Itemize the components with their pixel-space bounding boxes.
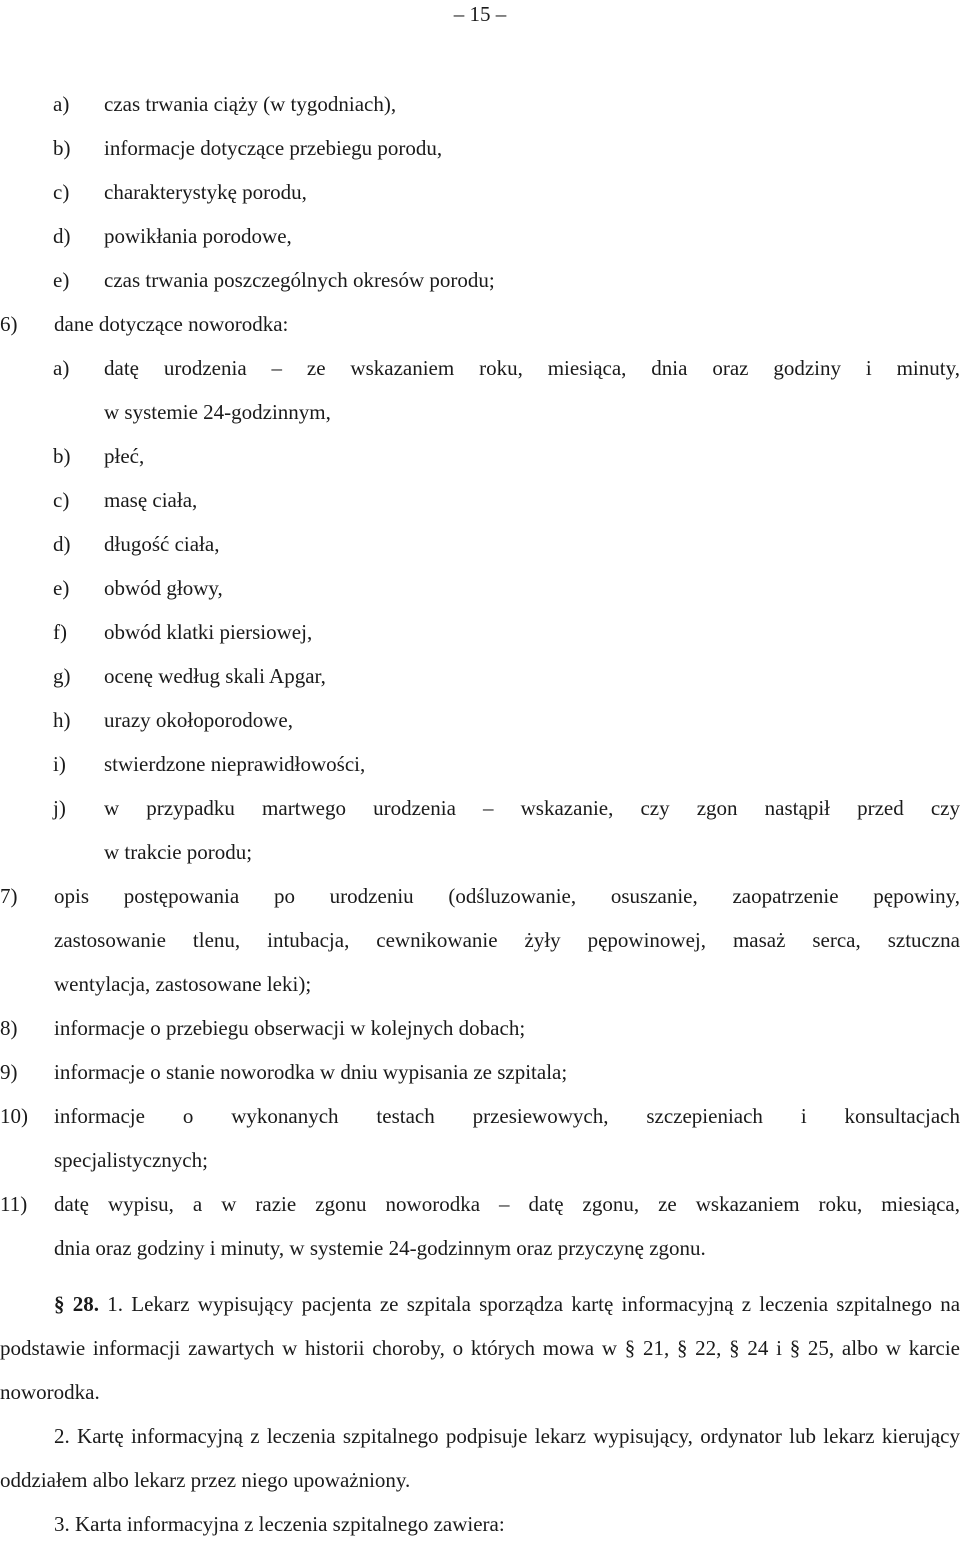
numbered-item (0, 874, 960, 1006)
list-item-text: w przypadku martwego urodzenia ‒ wskazanie, czy zgon nastąpił przed czy (104, 796, 960, 820)
numbered-item-label: 6) (0, 312, 18, 336)
numbered-item-label: 7) (0, 884, 18, 908)
list-item (0, 654, 960, 698)
list-item-label: e) (53, 576, 70, 600)
list-item (0, 346, 960, 434)
list-item (0, 126, 960, 170)
list-item-text: w systemie 24-godzinnym, (104, 400, 331, 424)
list-item-text: obwód głowy, (104, 576, 223, 600)
list-item-text: informacje dotyczące przebiegu porodu, (104, 136, 443, 160)
numbered-item-text: wentylacja, zastosowane leki); (54, 972, 312, 996)
numbered-item-text: informacje o przebiegu obserwacji w kolejnych dobach; (54, 1016, 526, 1040)
list-item-label: f) (53, 620, 67, 644)
list-item (0, 82, 960, 126)
list-item-text: charakterystykę porodu, (104, 180, 307, 204)
list-item-text: długość ciała, (104, 532, 220, 556)
list-item (0, 698, 960, 742)
paragraph-28-2: 2. Kartę informacyjną z leczenia szpitalnego podpisuje lekarz wypisujący, ordynator lub lekarz kierujący oddziałem albo lekarz przez niego upoważniony. (0, 1424, 960, 1492)
list-item-text: czas trwania ciąży (w tygodniach), (104, 92, 397, 116)
list-item (0, 434, 960, 478)
document-body (0, 82, 960, 1546)
numbered-item-text: datę wypisu, a w razie zgonu noworodka ‒ datę zgonu, ze wskazaniem roku, miesiąca, (54, 1192, 960, 1216)
list-item-label: c) (53, 180, 70, 204)
list-item (0, 214, 960, 258)
numbered-item-text: zastosowanie tlenu, intubacja, cewnikowanie żyły pępowinowej, masaż serca, sztuczna (54, 928, 960, 952)
paragraph-text: Lekarz wypisujący pacjenta ze szpitala sporządza kartę informacyjną z leczenia szpitalnego na podstawie informacji zawartych w historii choroby, o których mowa w § 21, § 22, § 24 i § 25, albo w karcie noworodka. (0, 1292, 960, 1404)
list-item-label: a) (53, 356, 70, 380)
list-item-label: c) (53, 488, 70, 512)
paragraph-number: 1. (107, 1292, 123, 1316)
list-item-text: płeć, (104, 444, 145, 468)
list-item (0, 786, 960, 874)
numbered-item-label: 10) (0, 1104, 28, 1128)
numbered-item-text: dane dotyczące noworodka: (54, 312, 289, 336)
paragraph-28-3: 3. Karta informacyjna z leczenia szpitalnego zawiera: (54, 1512, 505, 1536)
list-item-label: d) (53, 532, 71, 556)
list-item-text: obwód klatki piersiowej, (104, 620, 313, 644)
list-item (0, 170, 960, 214)
list-item-label: b) (53, 444, 71, 468)
list-item-label: a) (53, 92, 70, 116)
list-item-text: czas trwania poszczególnych okresów porodu; (104, 268, 495, 292)
list-item (0, 610, 960, 654)
list-item-text: stwierdzone nieprawidłowości, (104, 752, 366, 776)
numbered-item (0, 1094, 960, 1182)
numbered-item-text: dnia oraz godziny i minuty, w systemie 24-godzinnym oraz przyczynę zgonu. (54, 1236, 706, 1260)
list-item-text: masę ciała, (104, 488, 198, 512)
list-item (0, 566, 960, 610)
list-item-label: g) (53, 664, 71, 688)
numbered-item-label: 8) (0, 1016, 18, 1040)
numbered-item-text: informacje o wykonanych testach przesiewowych, szczepieniach i konsultacjach (54, 1104, 960, 1128)
numbered-item (0, 1050, 960, 1094)
list-item-text: w trakcie porodu; (104, 840, 253, 864)
page-number: – 15 – (453, 2, 507, 26)
numbered-item-text: opis postępowania po urodzeniu (odśluzowanie, osuszanie, zaopatrzenie pępowiny, (54, 884, 960, 908)
list-item (0, 478, 960, 522)
numbered-item (0, 302, 960, 346)
list-item (0, 522, 960, 566)
list-item-text: ocenę według skali Apgar, (104, 664, 326, 688)
numbered-item (0, 1182, 960, 1270)
paragraph-28-1 (0, 1282, 960, 1414)
list-item (0, 742, 960, 786)
section-heading: § 28. (54, 1292, 99, 1316)
numbered-item-text: specjalistycznych; (54, 1148, 208, 1172)
list-item-text: datę urodzenia ‒ ze wskazaniem roku, miesiąca, dnia oraz godziny i minuty, (104, 356, 960, 380)
list-item-label: e) (53, 268, 70, 292)
list-item-label: b) (53, 136, 71, 160)
numbered-item-label: 11) (0, 1192, 28, 1216)
list-item-label: j) (53, 796, 66, 820)
numbered-item-label: 9) (0, 1060, 18, 1084)
list-item-text: urazy okołoporodowe, (104, 708, 293, 732)
numbered-item-text: informacje o stanie noworodka w dniu wypisania ze szpitala; (54, 1060, 568, 1084)
list-item-label: d) (53, 224, 71, 248)
list-item-label: h) (53, 708, 71, 732)
list-item-label: i) (53, 752, 66, 776)
list-item-text: powikłania porodowe, (104, 224, 292, 248)
numbered-item (0, 1006, 960, 1050)
list-item (0, 258, 960, 302)
